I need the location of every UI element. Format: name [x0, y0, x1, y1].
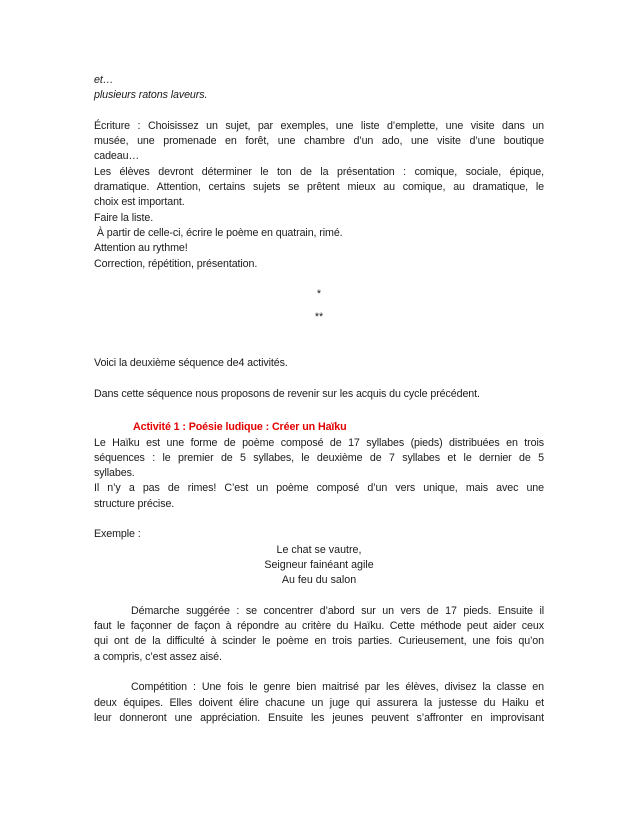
text-line: faut le façonner de façon à répondre au critère du Haïku. Cette méthode peut aider ceux: [94, 620, 544, 633]
blank-line: [94, 512, 544, 527]
text-line: *: [316, 288, 322, 301]
text-line: plusieurs ratons laveurs.: [94, 89, 208, 102]
text-line: choix est important.: [94, 196, 185, 209]
text-line: structure précise.: [94, 497, 175, 510]
blank-line: [94, 402, 544, 420]
text-line: Exemple :: [94, 528, 141, 541]
section-heading: Activité 1 : Poésie ludique : Créer un Haïku: [133, 421, 347, 434]
text-line: qui ont de la difficulté à scinder le poème en trois parties. Curieusement, une fois qu’on: [94, 635, 544, 648]
text-line: Voici la deuxième séquence de4 activités.: [94, 356, 288, 369]
text-line: Le chat se vautre,: [276, 543, 362, 556]
blank-line: [94, 371, 544, 386]
blank-line: [94, 589, 544, 604]
blank-line: [94, 302, 544, 310]
text-line: Démarche suggérée : se concentrer d’abord sur un vers de 17 pieds. Ensuite il: [131, 604, 544, 617]
text-line: Écriture : Choisissez un sujet, par exemples, une liste d’emplette, une visite dans un: [94, 119, 544, 132]
text-line: Il n’y a pas de rimes! C’est un poème composé d’un vers unique, mais avec une: [94, 482, 544, 495]
blank-line: [94, 325, 544, 340]
text-line: Dans cette séquence nous proposons de revenir sur les acquis du cycle précédent.: [94, 387, 480, 400]
text-line: Au feu du salon: [281, 574, 357, 587]
text-line: dramatique. Attention, certains sujets se prêtent mieux au comique, au dramatique, le: [94, 181, 544, 194]
text-line: Les élèves devront déterminer le ton de la présentation : comique, sociale, épique,: [94, 165, 544, 178]
blank-line: [94, 341, 544, 356]
text-line: syllabes.: [94, 467, 135, 480]
blank-line: [94, 665, 544, 680]
text-line: séquences : le premier de 5 syllabes, le deuxième de 7 syllabes et le dernier de 5: [94, 451, 544, 464]
text-line: Faire la liste.: [94, 211, 154, 224]
text-line: a compris, c’est assez aisé.: [94, 650, 222, 663]
text-line: Le Haïku est une forme de poème composé de 17 syllabes (pieds) distribuées en trois: [94, 436, 544, 449]
text-line: et…: [94, 74, 114, 86]
text-line: musée, une promenade en forêt, une chambre d’un ado, une visite d’une boutique: [94, 135, 544, 148]
text-line: Correction, répétition, présentation.: [94, 257, 258, 270]
text-line: Attention au rythme!: [94, 242, 188, 255]
text-line: **: [314, 311, 324, 324]
text-line: deux équipes. Elles doivent élire chacune un juge qui assurera la justesse du Haiku et: [94, 696, 544, 709]
text-line: Seigneur fainéant agile: [264, 558, 374, 571]
blank-line: [94, 104, 544, 119]
blank-line: [94, 272, 544, 287]
text-line: leur donneront une appréciation. Ensuite les jeunes peuvent s’affronter en improvisant: [94, 711, 544, 724]
text-line: À partir de celle-ci, écrire le poème en quatrain, rimé.: [94, 226, 343, 239]
text-line: Compétition : Une fois le genre bien maitrisé par les élèves, divisez la classe en: [131, 681, 544, 694]
text-line: cadeau…: [94, 150, 140, 163]
